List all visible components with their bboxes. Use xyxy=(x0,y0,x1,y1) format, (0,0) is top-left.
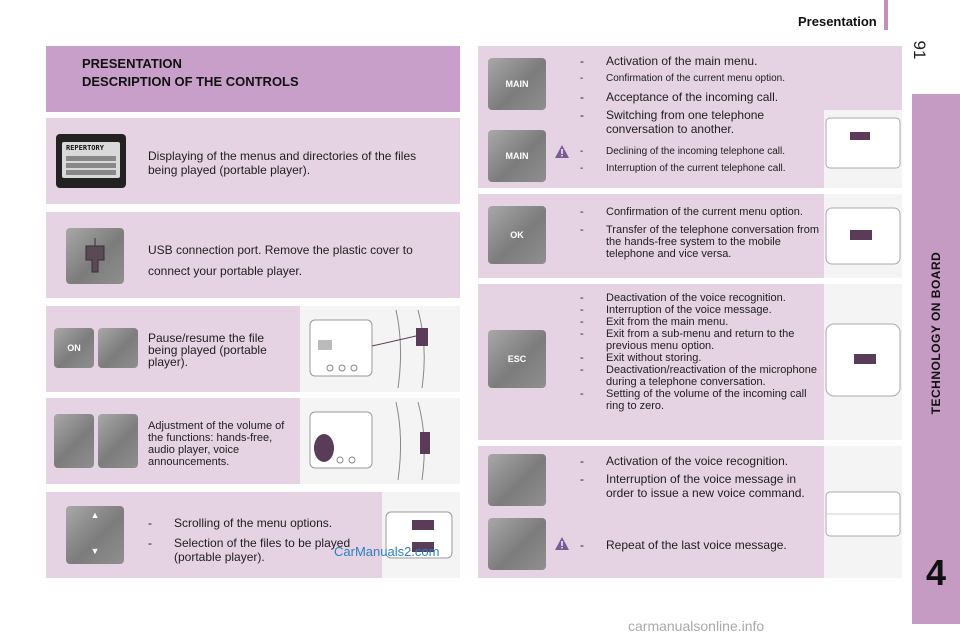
list-item: - Selection of the files to be played (portable player). xyxy=(148,536,384,564)
main-button-label: MAIN xyxy=(505,79,529,89)
pause-description: Pause/resume the file being played (portable player). xyxy=(148,331,267,369)
main-button-image xyxy=(488,58,546,110)
ok-control-image xyxy=(824,194,902,278)
voice-warn-list xyxy=(580,538,824,552)
esc-control-image xyxy=(824,284,902,440)
list-item: - Exit without storing. xyxy=(580,352,824,364)
watermark-text: CarManuals2.com xyxy=(334,544,440,559)
list-item: - Deactivation/reactivation of the microphone during a telephone conversation. xyxy=(580,364,824,388)
volume-description: Adjustment of the volume of the functions: hands-free, audio player, voice announcements. xyxy=(148,420,285,468)
ok-button-label: OK xyxy=(510,230,524,240)
on-button-label: ON xyxy=(67,343,81,353)
esc-button-label: ESC xyxy=(507,354,527,364)
display-screen-image xyxy=(56,134,126,188)
list-item: - Interruption of the voice message. xyxy=(580,304,824,316)
list-item: - Repeat of the last voice message. xyxy=(580,538,824,552)
pause-button-image xyxy=(98,328,138,368)
list-item: - Exit from the main menu. xyxy=(580,316,824,328)
list-item: - Activation of the voice recognition. xyxy=(580,454,824,468)
list-item: - Exit from a sub-menu and return to the previous menu option. xyxy=(580,328,824,352)
list-item: - Setting of the volume of the incoming call ring to zero. xyxy=(580,388,824,412)
on-button-image xyxy=(54,328,94,368)
esc-section xyxy=(478,284,902,440)
list-item: - Declining of the incoming telephone call. xyxy=(580,146,824,158)
voice-list xyxy=(580,454,824,500)
esc-list xyxy=(580,292,824,412)
page-header-title: Presentation xyxy=(798,14,877,29)
voice-section xyxy=(478,446,902,578)
voice-button-image-2 xyxy=(488,518,546,570)
list-item: - Interruption of the voice message in order to issue a new voice command. xyxy=(580,472,824,500)
ok-section xyxy=(478,194,902,278)
main-section xyxy=(478,46,902,188)
usb-port-image xyxy=(66,228,124,284)
list-item: - Interruption of the current telephone call. xyxy=(580,163,824,175)
volume-section xyxy=(46,398,460,484)
list-item: - Scrolling of the menu options. xyxy=(148,516,384,530)
chapter-number: 4 xyxy=(925,552,947,593)
volume-buttons-image xyxy=(98,414,138,468)
main-button-label-2: MAIN xyxy=(505,151,529,161)
list-item: - Confirmation of the current menu option. xyxy=(580,206,820,218)
page-subheading: DESCRIPTION OF THE CONTROLS xyxy=(82,74,299,89)
scroll-section xyxy=(46,492,460,578)
chapter-side-tab xyxy=(912,94,960,624)
list-item: - Deactivation of the voice recognition. xyxy=(580,292,824,304)
chapter-label: TECHNOLOGY ON BOARD xyxy=(929,251,943,415)
list-item: - Transfer of the telephone conversation from the hands-free system to the mobile telephone and vice versa. xyxy=(580,224,820,260)
header-divider xyxy=(884,0,888,30)
scroll-control-image xyxy=(382,492,460,578)
display-section xyxy=(46,118,460,204)
page-number: 91 xyxy=(910,40,929,60)
intro-panel xyxy=(46,46,460,112)
ok-button-image xyxy=(488,206,546,264)
main-control-image xyxy=(824,110,902,188)
main-list xyxy=(580,54,824,136)
steering-volume-image xyxy=(300,398,460,484)
scroll-buttons-image: ▲ ▼ xyxy=(66,506,124,564)
usb-description: USB connection port. Remove the plastic cover to connect your portable player. xyxy=(148,243,413,278)
voice-control-image xyxy=(824,446,902,578)
list-item: - Confirmation of the current menu option. xyxy=(580,72,824,86)
usb-section xyxy=(46,212,460,298)
display-description: Displaying of the menus and directories of the files being played (portable player). xyxy=(148,149,417,177)
list-item: - Acceptance of the incoming call. xyxy=(580,90,824,104)
main-warn-list xyxy=(580,146,824,175)
steering-controls-image xyxy=(300,306,460,392)
footer-watermark: carmanualsonline.info xyxy=(628,618,765,634)
voice-button-image xyxy=(488,454,546,506)
display-screen-text: REPERTORY xyxy=(66,144,104,152)
esc-button-image xyxy=(488,330,546,388)
warning-icon xyxy=(554,144,570,160)
volume-dial-image xyxy=(54,414,94,468)
warning-icon xyxy=(554,536,570,552)
pause-section xyxy=(46,306,460,392)
page-heading: PRESENTATION xyxy=(82,56,182,71)
list-item: - Switching from one telephone conversation to another. xyxy=(580,108,824,136)
main-button-image-2 xyxy=(488,130,546,182)
ok-list xyxy=(580,206,820,260)
list-item: - Activation of the main menu. xyxy=(580,54,824,68)
